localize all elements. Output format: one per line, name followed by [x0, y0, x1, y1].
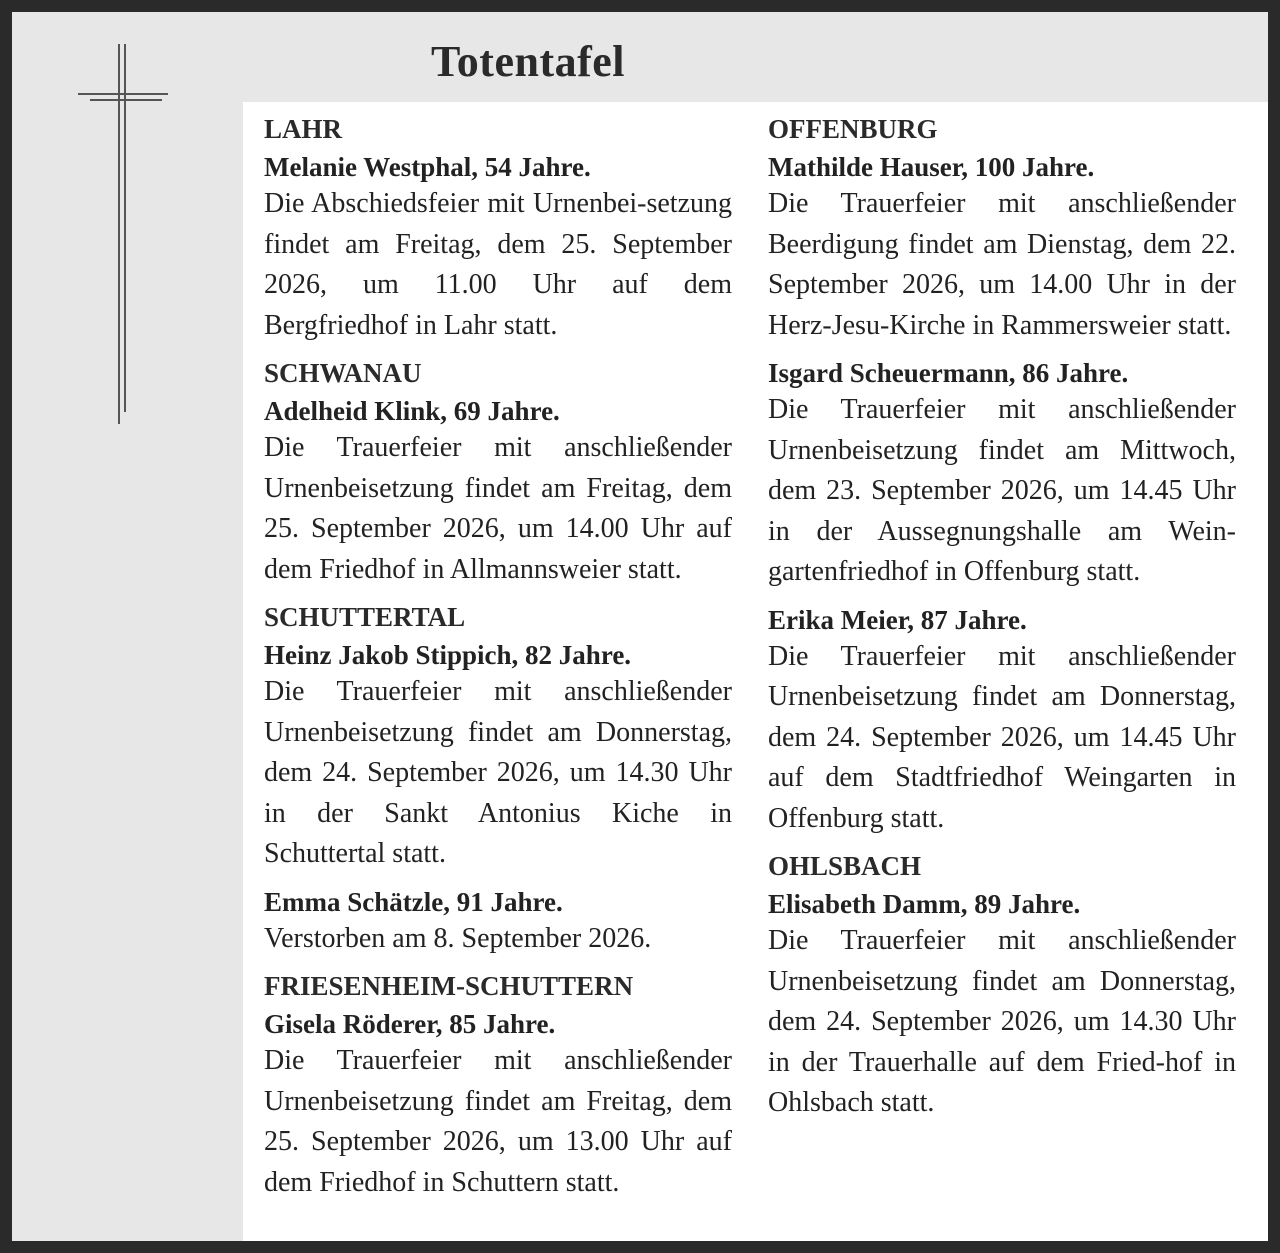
page-title: Totentafel	[431, 37, 626, 86]
obituary-list	[243, 102, 1268, 1241]
funeral-notice-text: Die Trauerfeier mit anschließender Urnenbeisetzung findet am Freitag, dem 25. September 2026, um 13.00 Uhr auf dem Friedhof in Schuttern statt.	[264, 1045, 732, 1198]
deceased-name: Adelheid Klink, 69 Jahre.	[264, 396, 560, 426]
obituary-entry	[768, 150, 1236, 346]
obituary-entry	[264, 885, 732, 960]
place-heading: OFFENBURG	[768, 114, 938, 144]
deceased-name: Melanie Westphal, 54 Jahre.	[264, 152, 591, 182]
obituary-entry	[768, 603, 1236, 840]
place-section	[768, 849, 1236, 1124]
obituary-board	[12, 12, 1268, 1241]
obituary-entry	[768, 356, 1236, 593]
place-heading: LAHR	[264, 114, 343, 144]
place-section	[768, 112, 1236, 839]
deceased-name: Elisabeth Damm, 89 Jahre.	[768, 889, 1081, 919]
deceased-name: Erika Meier, 87 Jahre.	[768, 604, 1027, 635]
deceased-name: Emma Schätzle, 91 Jahre.	[264, 886, 563, 917]
deceased-name: Gisela Röderer, 85 Jahre.	[264, 1009, 556, 1039]
deceased-name: Isgard Scheuermann, 86 Jahre.	[768, 358, 1129, 388]
place-heading: SCHUTTERTAL	[264, 602, 466, 632]
obituary-entry	[264, 394, 732, 590]
funeral-notice-text: Die Trauerfeier mit anschließender Urnenbeisetzung findet am Freitag, dem 25. September 2026, um 14.00 Uhr auf dem Friedhof in Allmannsweier statt.	[264, 432, 732, 585]
funeral-notice-text: Die Abschiedsfeier mit Urnenbei-setzung findet am Freitag, dem 25. September 2026, um 11.00 Uhr auf dem Bergfriedhof in Lahr statt.	[264, 188, 732, 341]
deceased-name: Mathilde Hauser, 100 Jahre.	[768, 152, 1095, 182]
obituary-entry	[264, 638, 732, 875]
cross-icon	[76, 44, 176, 444]
funeral-notice-text: Verstorben am 8. September 2026.	[264, 922, 652, 954]
funeral-notice-text: Die Trauerfeier mit anschließender Beerdigung findet am Dienstag, dem 22. September 2026, um 14.00 Uhr in der Herz-Jesu-Kirche in Rammersweier statt.	[768, 188, 1236, 341]
place-section	[264, 969, 732, 1203]
funeral-notice-text: Die Trauerfeier mit anschließender Urnenbeisetzung findet am Donnerstag, dem 24. September 2026, um 14.30 Uhr in der Sankt Antonius Kiche in Schuttertal statt.	[264, 676, 732, 869]
funeral-notice-text: Die Trauerfeier mit anschließender Urnenbeisetzung findet am Mittwoch, dem 23. September 2026, um 14.45 Uhr in der Aussegnungshalle am Wein-gartenfriedhof in Offenburg statt.	[768, 394, 1236, 587]
place-section	[264, 112, 732, 346]
place-heading: OHLSBACH	[768, 851, 922, 881]
column-right	[768, 112, 1236, 1134]
funeral-notice-text: Die Trauerfeier mit anschließender Urnenbeisetzung findet am Donnerstag, dem 24. September 2026, um 14.30 Uhr in der Trauerhalle auf dem Fried-hof in Ohlsbach statt.	[768, 925, 1236, 1118]
deceased-name: Heinz Jakob Stippich, 82 Jahre.	[264, 640, 632, 670]
obituary-entry	[768, 887, 1236, 1124]
obituary-entry	[264, 150, 732, 346]
funeral-notice-text: Die Trauerfeier mit anschließender Urnenbeisetzung findet am Donnerstag, dem 24. September 2026, um 14.45 Uhr auf dem Stadtfriedhof Weingarten in Offenburg statt.	[768, 640, 1236, 834]
place-section	[264, 600, 732, 959]
column-left	[264, 112, 732, 1213]
obituary-entry	[264, 1007, 732, 1203]
place-heading: SCHWANAU	[264, 358, 422, 388]
place-heading: FRIESENHEIM-SCHUTTERN	[264, 971, 634, 1001]
place-section	[264, 356, 732, 590]
